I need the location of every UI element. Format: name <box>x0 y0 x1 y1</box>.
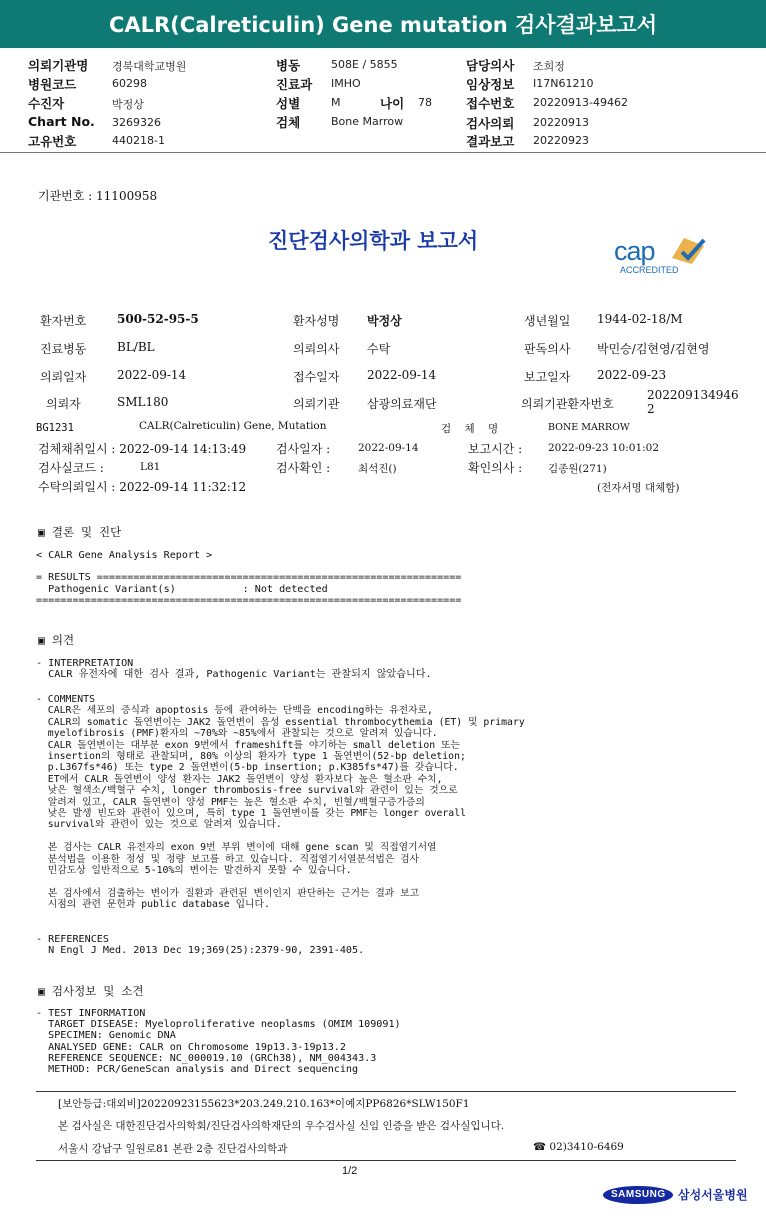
references-block: - REFERENCES N Engl J Med. 2013 Dec 19;369(25):2379-90, 2391-405. <box>36 934 365 957</box>
samsung-logo-text: SAMSUNG <box>611 1189 666 1200</box>
certification-line: 본 검사실은 대한진단검사의학회/진단검사의학재단의 우수검사실 신임 인증을 받은 검사실입니다. <box>58 1120 505 1132</box>
header-value: 3269326 <box>112 116 161 129</box>
interpretation-block: - INTERPRETATION CALR 유전자에 대한 검사 결과, Pathogenic Variant는 관찰되지 않았습니다. <box>36 658 432 681</box>
header-value: IMHO <box>331 77 361 90</box>
header-divider <box>0 152 766 153</box>
samsung-logo <box>602 1185 674 1205</box>
header-label: 고유번호 <box>28 134 77 149</box>
info-value: 2022-09-14 <box>117 368 187 382</box>
header-label: 검사의뢰 <box>466 116 515 131</box>
header-value: 60298 <box>112 77 147 90</box>
info-value: 박민승/김현영/김현영 <box>597 342 710 356</box>
section-testinfo-heading: ▣ 검사정보 및 소견 <box>38 984 144 998</box>
header-value: 20220923 <box>533 134 589 147</box>
info-label: 의뢰의사 <box>293 342 340 356</box>
info-label: 환자번호 <box>40 314 87 328</box>
info-label: 접수일자 <box>293 370 340 384</box>
info-label: 의뢰일자 <box>40 370 87 384</box>
header-label: 성별 <box>276 96 301 111</box>
hospital-logo-text: 삼성서울병원 <box>678 1188 748 1202</box>
report-title-bar: CALR(Calreticulin) Gene mutation 검사결과보고서 <box>0 0 766 48</box>
header-label: 나이 <box>380 96 405 111</box>
info-value: 2 <box>647 402 655 416</box>
info-label: 보고일자 <box>524 370 571 384</box>
info-label: 의뢰기관환자번호 <box>521 397 614 411</box>
header-value: 조희정 <box>533 60 565 73</box>
header-value: 20220913-49462 <box>533 96 628 109</box>
specimen-value: BONE MARROW <box>548 422 630 433</box>
header-label: 담당의사 <box>466 58 515 73</box>
info-value: 202209134946 <box>647 388 739 402</box>
info-label: 환자성명 <box>293 314 340 328</box>
info-value: SML180 <box>117 395 169 409</box>
header-label: 의뢰기관명 <box>28 58 89 73</box>
header-label: 수진자 <box>28 96 65 111</box>
report-title: 진단검사의학과 보고서 <box>268 228 479 253</box>
info-value: 삼광의료재단 <box>367 397 437 411</box>
room-code-label: 검사실코드 : <box>38 461 104 475</box>
phone-line: ☎ 02)3410-6469 <box>533 1141 624 1153</box>
room-code-value: L81 <box>140 461 161 473</box>
info-value: 2022-09-23 <box>597 368 667 382</box>
info-label: 의뢰자 <box>46 397 81 411</box>
info-value: 1944-02-18/M <box>597 312 683 326</box>
header-label: 병동 <box>276 58 301 73</box>
info-label: 판독의사 <box>524 342 571 356</box>
cap-logo-text: cap <box>614 236 655 266</box>
esign-note: (전자서명 대체함) <box>597 482 680 494</box>
header-value: I17N61210 <box>533 77 594 90</box>
page-number: 1/2 <box>342 1165 358 1177</box>
header-value: M <box>331 96 341 109</box>
info-value: 500-52-95-5 <box>117 312 199 326</box>
header-label: 결과보고 <box>466 134 515 149</box>
header-label: 임상정보 <box>466 77 515 92</box>
footer-divider <box>36 1091 736 1092</box>
footer-divider <box>36 1160 736 1161</box>
confirm-doctor-label: 확인의사 : <box>468 461 523 475</box>
test-date-label: 검사일자 : <box>276 442 331 456</box>
header-value: 박정상 <box>112 98 144 111</box>
info-value: 박정상 <box>367 314 402 328</box>
address-line: 서울시 강남구 일원로81 본관 2층 진단검사의학과 <box>58 1143 288 1155</box>
test-date-value: 2022-09-14 <box>358 442 419 454</box>
section-opinion-heading: ▣ 의견 <box>38 633 75 647</box>
header-value: 508E / 5855 <box>331 58 398 71</box>
cap-accredited-logo <box>612 230 712 280</box>
header-label: 접수번호 <box>466 96 515 111</box>
specimen-label: 검 체 명 <box>441 423 504 435</box>
info-label: 의뢰기관 <box>293 397 340 411</box>
info-label: 진료병동 <box>40 342 87 356</box>
collect-datetime: 검체채취일시 : 2022-09-14 14:13:49 <box>38 442 247 456</box>
header-value: Bone Marrow <box>331 115 404 128</box>
result-block: < CALR Gene Analysis Report > = RESULTS ============================================================ Pathogenic Variant(s) : Not detected ====================================================================== <box>36 550 462 606</box>
testinfo-block: - TEST INFORMATION TARGET DISEASE: Myeloproliferative neoplasms (OMIM 109091) SPECIMEN: Genomic DNA ANALYSED GENE: CALR on Chromosome 19p13.3-19p13.2 REFERENCE SEQUENCE: NC_000019.10 (GRCh38), NM_004343.3 METHOD: PCR/GeneScan analysis and Direct sequencing <box>36 1008 401 1076</box>
header-value: 경북대학교병원 <box>112 60 187 73</box>
confirm-label: 검사확인 : <box>276 461 331 475</box>
report-time-label: 보고시간 : <box>468 442 523 456</box>
header-label: 검체 <box>276 115 301 130</box>
confirm-doctor-value: 김종원(271) <box>548 463 607 475</box>
institution-number: 기관번호 : 11100958 <box>38 189 158 203</box>
test-code: BG1231 <box>36 422 74 434</box>
header-label: Chart No. <box>28 114 95 129</box>
info-label: 생년월일 <box>524 314 571 328</box>
header-label: 병원코드 <box>28 77 77 92</box>
confirm-value: 최석진() <box>358 463 397 475</box>
info-value: 수탁 <box>367 342 391 356</box>
received-datetime: 수탁의뢰일시 : 2022-09-14 11:32:12 <box>38 480 247 494</box>
report-time-value: 2022-09-23 10:01:02 <box>548 442 660 454</box>
section-conclusion-heading: ▣ 결론 및 진단 <box>38 525 122 539</box>
info-value: 2022-09-14 <box>367 368 437 382</box>
info-value: BL/BL <box>117 340 155 354</box>
header-label: 진료과 <box>276 77 313 92</box>
header-value: 78 <box>418 96 432 109</box>
header-value: 20220913 <box>533 116 589 129</box>
header-value: 440218-1 <box>112 134 165 147</box>
test-name: CALR(Calreticulin) Gene, Mutation <box>139 420 327 432</box>
security-line: [보안등급:대외비]20220923155623*203.249.210.163*이예지PP6826*SLW150F1 <box>58 1098 470 1110</box>
cap-accredited-text: ACCREDITED <box>620 265 679 275</box>
comments-block: - COMMENTS CALR은 세포의 증식과 apoptosis 등에 관여하는 단백을 encoding하는 유전자로, CALR의 somatic 돌연변이는 JAK2 돌연변이 음성 essential thrombocythemia (ET) 및 primary myelofibrosis (PMF)환자의 ~70%와 ~85%에서 관찰되는 것으로 알려져 있습니다. CALR 돌연변이는 대부분 exon 9번에서 frameshift를 야기하는 small deletion 또는 insertion의 형태로 관찰되며, 80% 이상의 환자가 type 1 돌연변이(52-bp deletion; p.L367fs*46) 또는 type 2 돌연변이(5-bp insertion; p.K385fs*47)를 갖습니다. ET에서 CALR 돌연변이 양성 환자는 JAK2 돌연변이 양성 환자보다 높은 혈소판 수치, 낮은 혈색소/백혈구 수치, longer thrombosis-free survival와 관련이 있는 것으로 알려져 있고, CALR 돌연변이 양성 PMF는 높은 혈소판 수치, 빈혈/백혈구증가증의 낮은 발생 빈도와 관련이 있으며, 특히 type 1 돌연변이를 갖는 PMF는 longer overall survival와 관련이 있는 것으로 알려져 있습니다. 본 검사는 CALR 유전자의 exon 9번 부위 변이에 대해 gene scan 및 직접염기서열 분석법을 이용한 정성 및 정량 보고를 하고 있습니다. 직접염기서열분석법은 검사 민감도상 일반적으로 5-10%의 변이는 발견하지 못할 수 있습니다. 본 검사에서 검출하는 변이가 질환과 관련된 변이인지 판단하는 근거는 결과 보고 시점의 관련 문헌과 public database 입니다. <box>36 694 525 911</box>
